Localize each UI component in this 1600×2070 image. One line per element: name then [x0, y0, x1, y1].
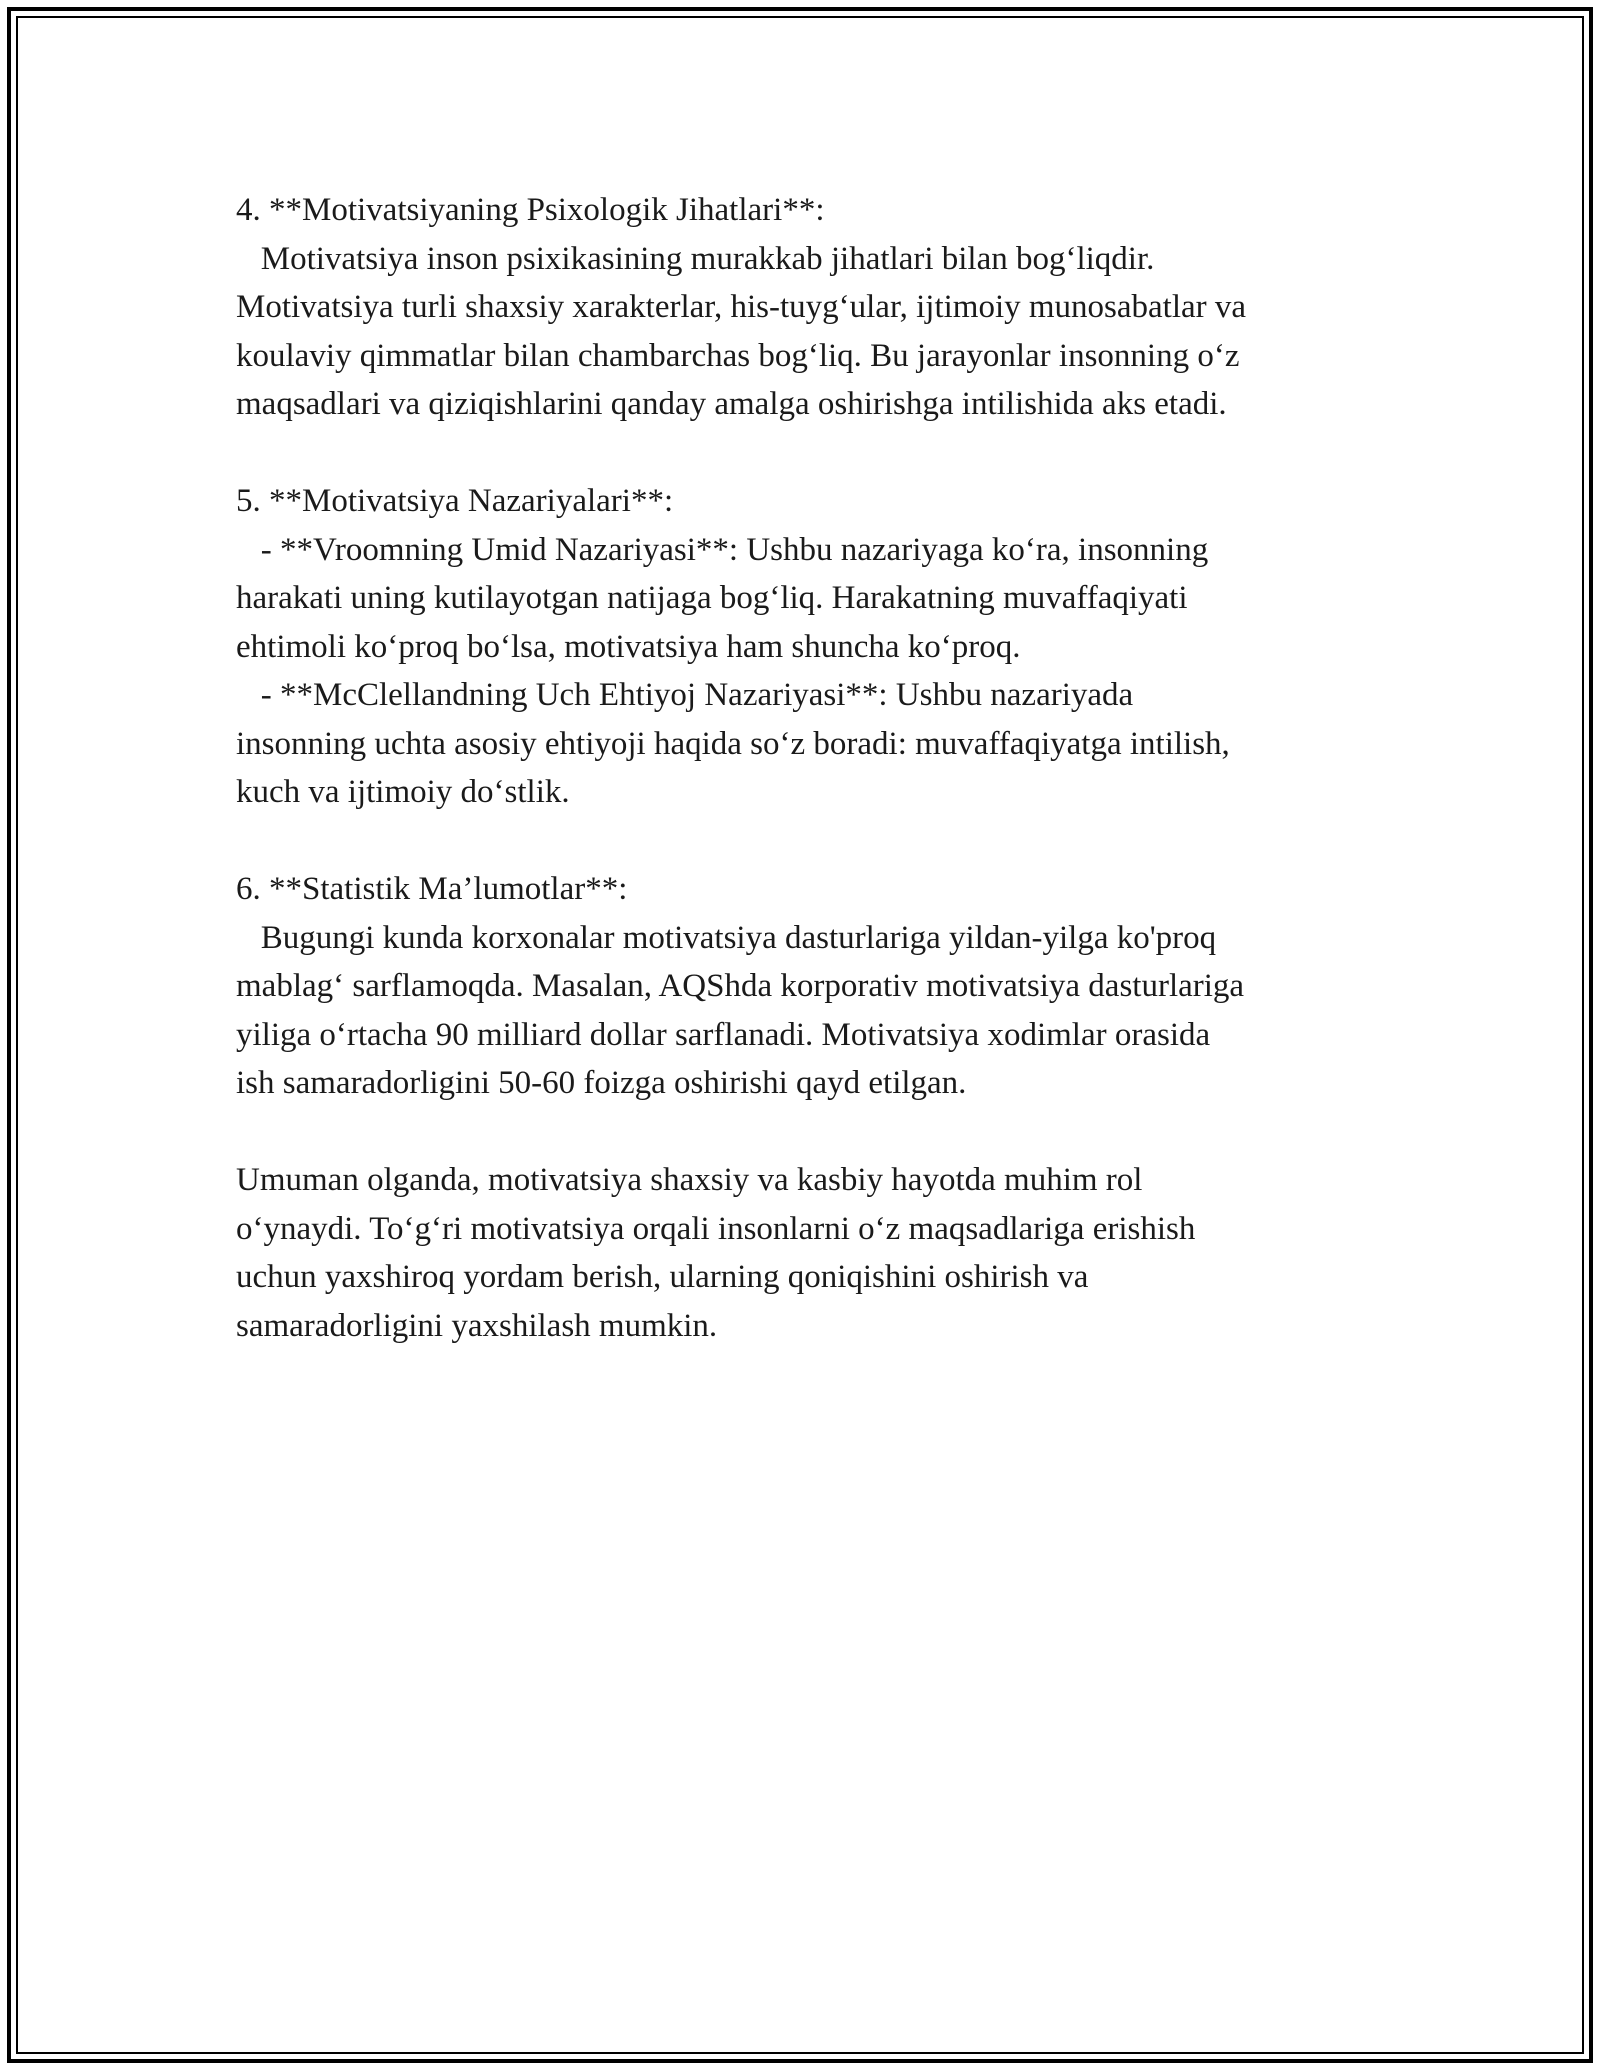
document-body — [236, 186, 1376, 1350]
paragraph-line: uchun yaxshiroq yordam berish, ularning qoniqishini oshirish va — [236, 1259, 1089, 1295]
paragraph-line: Motivatsiya inson psixikasining murakkab jihatlari bilan bog‘liqdir. — [236, 240, 1155, 277]
paragraph-line: harakati uning kutilayotgan natijaga bog‘liq. Harakatning muvaffaqiyati — [236, 580, 1188, 616]
list-item-line: - **Vroomning Umid Nazariyasi**: Ushbu nazariyaga ko‘ra, insonning — [236, 531, 1209, 568]
section-conclusion — [236, 1156, 1376, 1350]
section-psychological-aspects — [236, 186, 1376, 429]
paragraph-line: mablag‘ sarflamoqda. Masalan, AQShda korporativ motivatsiya dasturlariga — [236, 968, 1245, 1004]
paragraph-line: Motivatsiya turli shaxsiy xarakterlar, his-tuyg‘ular, ijtimoiy munosabatlar va — [236, 289, 1247, 325]
paragraph-line: Umuman olganda, motivatsiya shaxsiy va kasbiy hayotda muhim rol — [236, 1162, 1143, 1198]
paragraph-line: yiliga o‘rtacha 90 milliard dollar sarflanadi. Motivatsiya xodimlar orasida — [236, 1016, 1211, 1053]
paragraph-line: samaradorligini yaxshilash mumkin. — [236, 1307, 718, 1344]
paragraph-line: o‘ynaydi. To‘g‘ri motivatsiya orqali insonlarni o‘z maqsadlariga erishish — [236, 1210, 1196, 1247]
paragraph-spacer — [236, 1108, 1376, 1157]
paragraph-line: kuch va ijtimoiy do‘stlik. — [236, 774, 570, 810]
section-heading: 6. **Statistik Ma’lumotlar**: — [236, 871, 628, 907]
paragraph-line: Bugungi kunda korxonalar motivatsiya dasturlariga yildan-yilga ko'proq — [236, 919, 1217, 956]
paragraph-line: ish samaradorligini 50-60 foizga oshirishi qayd etilgan. — [236, 1065, 967, 1101]
section-heading: 5. **Motivatsiya Nazariyalari**: — [236, 483, 674, 519]
section-statistics — [236, 865, 1376, 1108]
section-heading: 4. **Motivatsiyaning Psixologik Jihatlari**: — [236, 192, 825, 228]
paragraph-line: insonning uchta asosiy ehtiyoji haqida so‘z boradi: muvaffaqiyatga intilish, — [236, 725, 1230, 762]
paragraph-spacer — [236, 817, 1376, 866]
section-motivation-theories — [236, 477, 1376, 817]
paragraph-line: koulaviy qimmatlar bilan chambarchas bog‘liq. Bu jarayonlar insonning o‘z — [236, 337, 1240, 374]
list-item-line: - **McClellandning Uch Ehtiyoj Nazariyasi**: Ushbu nazariyada — [236, 677, 1134, 713]
paragraph-line: maqsadlari va qiziqishlarini qanday amalga oshirishga intilishida aks etadi. — [236, 386, 1227, 422]
paragraph-spacer — [236, 429, 1376, 478]
paragraph-line: ehtimoli ko‘proq bo‘lsa, motivatsiya ham shuncha ko‘proq. — [236, 628, 1021, 665]
